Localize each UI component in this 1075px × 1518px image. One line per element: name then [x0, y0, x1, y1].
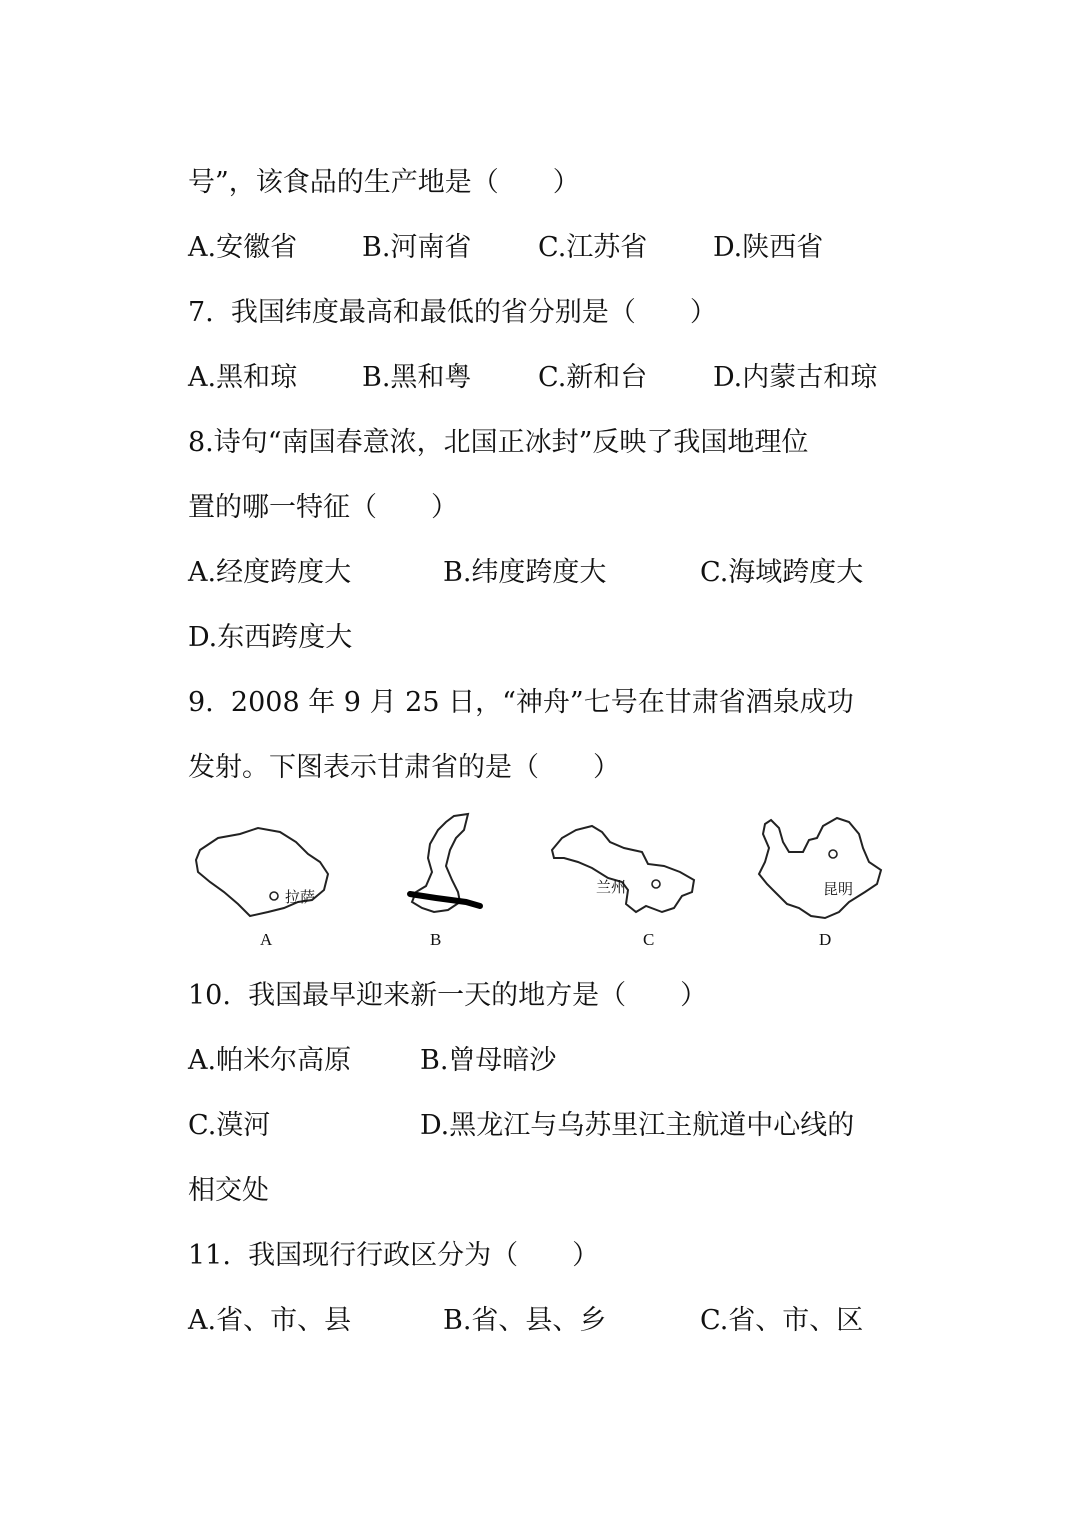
map-c[interactable] [548, 812, 708, 952]
q6-stem-continuation: 号”，该食品的生产地是（ ） [188, 167, 580, 198]
province-maps-figure [188, 812, 898, 952]
q10-option-a[interactable]: A.帕米尔高原 [188, 1045, 352, 1076]
q11-option-b[interactable]: B.省、县、乡 [443, 1305, 607, 1336]
q8-stem-line2: 置的哪一特征（ ） [188, 492, 458, 523]
q11-option-c[interactable]: C.省、市、区 [700, 1305, 864, 1336]
q8-option-c[interactable]: C.海域跨度大 [700, 557, 864, 588]
q10-option-d-continuation: 相交处 [188, 1175, 269, 1206]
q11-option-a[interactable]: A.省、市、县 [188, 1305, 352, 1336]
q9-stem-line1: 9. 2008 年 9 月 25 日，“神舟”七号在甘肃省酒泉成功 [188, 687, 854, 718]
map-d-city: 昆明 [823, 880, 854, 898]
map-d[interactable] [753, 812, 893, 952]
q7-option-b[interactable]: B.黑和粤 [362, 362, 472, 393]
marker-stroke-icon [410, 894, 480, 906]
city-dot-icon [270, 892, 278, 900]
q7-option-a[interactable]: A.黑和琼 [188, 362, 298, 393]
map-a-label: A [260, 930, 273, 949]
city-dot-icon [652, 880, 660, 888]
q6-option-a[interactable]: A.安徽省 [188, 232, 298, 263]
city-dot-icon [829, 850, 837, 858]
q7-option-d[interactable]: D.内蒙古和琼 [713, 362, 878, 393]
q6-option-d[interactable]: D.陕西省 [713, 232, 824, 263]
gansu-outline-icon [548, 812, 708, 922]
q8-option-a[interactable]: A.经度跨度大 [188, 557, 352, 588]
q8-option-b[interactable]: B.纬度跨度大 [443, 557, 607, 588]
q7-stem: 7. 我国纬度最高和最低的省分别是（ ） [188, 297, 717, 328]
q10-option-c[interactable]: C.漠河 [188, 1110, 271, 1141]
q10-option-d[interactable]: D.黑龙江与乌苏里江主航道中心线的 [420, 1110, 855, 1141]
q10-option-b[interactable]: B.曾母暗沙 [420, 1045, 557, 1076]
q7-option-c[interactable]: C.新和台 [538, 362, 648, 393]
map-c-city: 兰州 [596, 878, 627, 896]
q6-option-b[interactable]: B.河南省 [362, 232, 472, 263]
yunnan-outline-icon [753, 812, 893, 922]
q9-stem-line2: 发射。下图表示甘肃省的是（ ） [188, 752, 620, 783]
shaanxi-outline-icon [406, 812, 506, 922]
map-c-label: C [643, 930, 655, 949]
q10-stem: 10. 我国最早迎来新一天的地方是（ ） [188, 980, 708, 1011]
q6-option-c[interactable]: C.江苏省 [538, 232, 648, 263]
q8-stem-line1: 8.诗句“南国春意浓，北国正冰封”反映了我国地理位 [188, 427, 809, 458]
q8-option-d[interactable]: D.东西跨度大 [188, 622, 353, 653]
q11-stem: 11. 我国现行行政区分为（ ） [188, 1240, 600, 1271]
map-b-label: B [430, 930, 442, 949]
tibet-outline-icon [188, 812, 338, 922]
map-a[interactable] [188, 812, 338, 952]
map-b[interactable] [406, 812, 506, 952]
map-a-city: 拉萨 [285, 888, 316, 906]
map-d-label: D [819, 930, 832, 949]
